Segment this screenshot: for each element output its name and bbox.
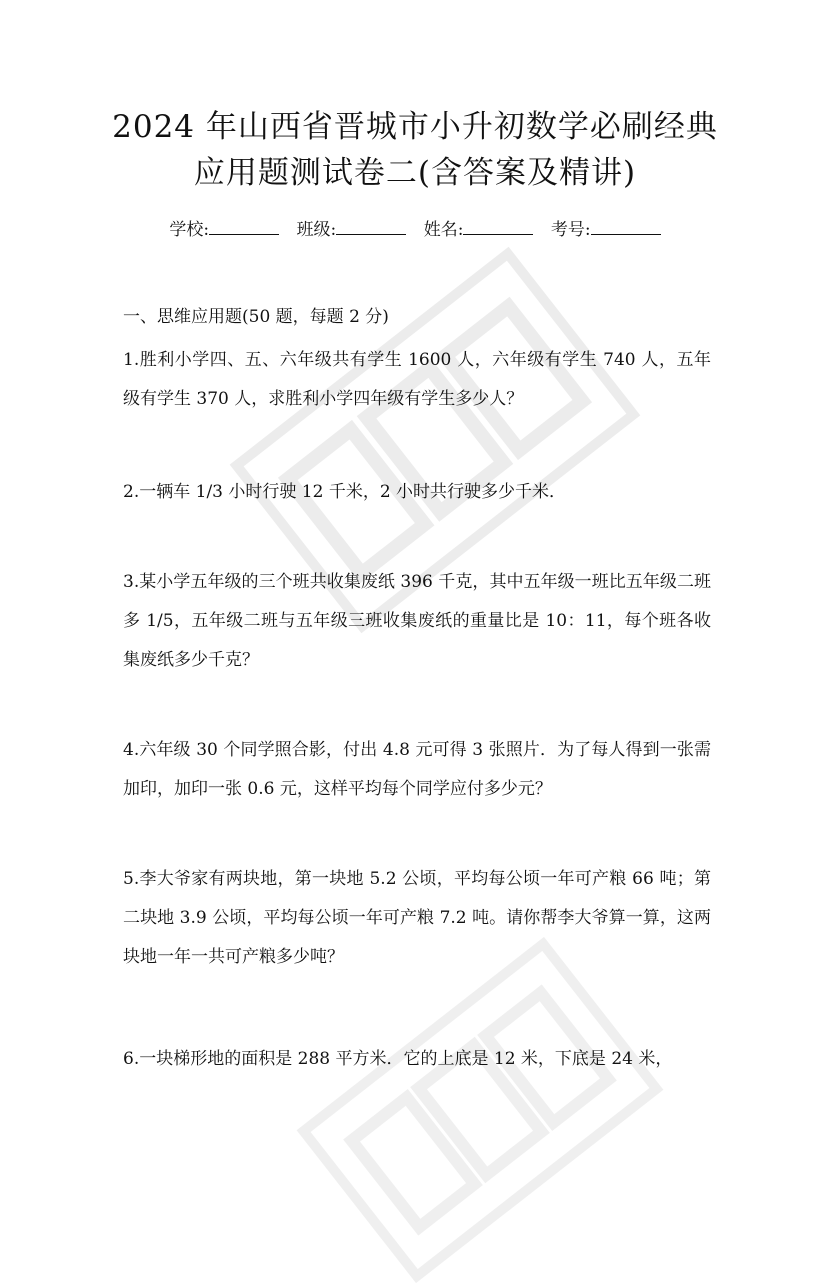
student-info-row [0, 218, 830, 242]
class-field [297, 218, 407, 242]
question-1: 1.胜利小学四、五、六年级共有学生 1600 人，六年级有学生 740 人，五年级有学生 370 人，求胜利小学四年级有学生多少人？ [123, 350, 711, 409]
document-title-line-1: 2024 年山西省晋城市小升初数学必刷经典 [112, 109, 718, 145]
question-4: 4.六年级 30 个同学照合影，付出 4.8 元可得 3 张照片．为了每人得到一张需加印，加印一张 0.6 元，这样平均每个同学应付多少元？ [123, 740, 711, 799]
question-2: 2.一辆车 1/3 小时行驶 12 千米，2 小时共行驶多少千米． [123, 482, 567, 502]
school-label: 学校: [169, 220, 210, 240]
name-label: 姓名: [423, 220, 464, 240]
document-title-line-2: 应用题测试卷二(含答案及精讲) [193, 155, 637, 191]
exam-no-blank [591, 218, 661, 235]
name-blank [463, 218, 533, 235]
class-label: 班级: [296, 220, 337, 240]
section-heading: 一、思维应用题(50 题，每题 2 分) [123, 307, 389, 327]
school-blank [209, 218, 279, 235]
class-blank [336, 218, 406, 235]
question-6: 6.一块梯形地的面积是 288 平方米．它的上底是 12 米，下底是 24 米， [123, 1049, 673, 1069]
watermark-stamp-lower [292, 933, 667, 1287]
question-5: 5.李大爷家有两块地，第一块地 5.2 公顷，平均每公顷一年可产粮 66 吨；第二块地 3.9 公顷，平均每公顷一年可产粮 7.2 吨。请你帮李大爷算一算，这两块地一年一共可产粮多少吨？ [123, 869, 711, 967]
exam-no-label: 考号: [550, 220, 591, 240]
question-3: 3.某小学五年级的三个班共收集废纸 396 千克，其中五年级一班比五年级二班多 1/5，五年级二班与五年级三班收集废纸的重量比是 10：11，每个班各收集废纸多少千克？ [123, 572, 711, 670]
name-field [424, 218, 534, 242]
school-field [169, 218, 279, 242]
exam-no-field [551, 218, 661, 242]
